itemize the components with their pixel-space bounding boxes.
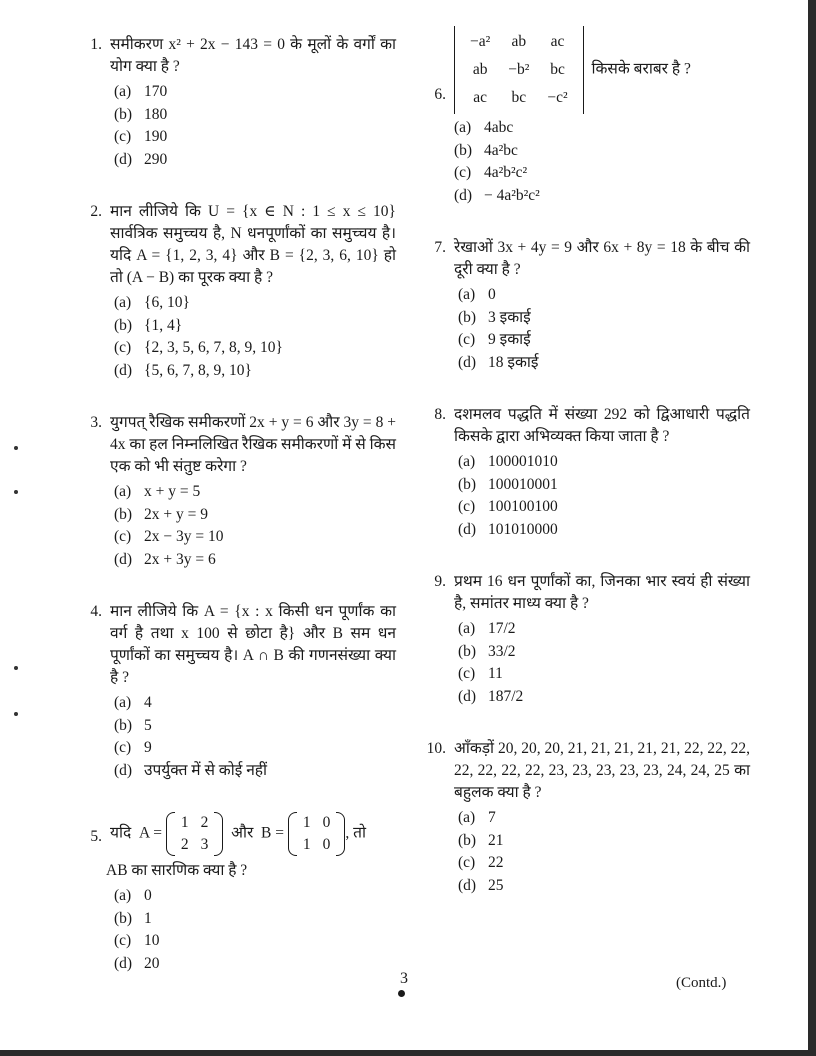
option-d[interactable]: (d) 20	[114, 954, 160, 972]
options	[454, 807, 750, 897]
question-number: 10.	[426, 740, 446, 757]
question-number: 6.	[434, 86, 446, 103]
options	[110, 885, 396, 975]
question-7	[420, 237, 750, 374]
scan-mark	[14, 666, 18, 670]
option-a[interactable]: (a) 4	[114, 694, 152, 711]
scan-mark	[14, 712, 18, 716]
question-text: मान लीजिये कि A = {x : x किसी धन पूर्णांक का वर्ग है तथा x 100 से छोटा है} और B सम धन पूर्णांकों का समुच्चय है। A ∩ B की गणनसंख्या क्या है ?	[110, 603, 396, 686]
continued-label: (Contd.)	[676, 975, 727, 991]
option-b[interactable]: (b) 5	[114, 716, 152, 734]
option-b[interactable]: (b) 33/2	[458, 642, 516, 660]
question-text: आँकड़ों 20, 20, 20, 21, 21, 21, 21, 21, 22, 22, 22, 22, 22, 22, 22, 23, 23, 23, 23, 23, 24, 24, 25 का बहुलक क्या है ?	[454, 740, 750, 801]
question-4	[76, 601, 396, 782]
options	[454, 451, 750, 541]
question-3	[76, 412, 396, 571]
option-d[interactable]: (d) 18 इकाई	[458, 353, 539, 371]
option-b[interactable]: (b) {1, 4}	[114, 316, 183, 334]
option-b[interactable]: (b) 2x + y = 9	[114, 505, 208, 523]
option-d[interactable]: (d) उपर्युक्त में से कोई नहीं	[114, 761, 268, 779]
options	[110, 481, 396, 571]
option-d[interactable]: (d) 187/2	[458, 687, 524, 705]
question-6	[420, 26, 750, 207]
page-dot	[398, 990, 405, 997]
options	[454, 618, 750, 708]
option-b[interactable]: (b) 4a²bc	[454, 141, 518, 159]
question-text-line2: AB का सारणिक क्या है ?	[106, 862, 248, 879]
question-5	[76, 812, 396, 975]
option-d[interactable]: (d) − 4a²b²c²	[454, 186, 540, 204]
option-a[interactable]: (a) 0	[114, 887, 152, 904]
option-c[interactable]: (c) 100100100	[458, 498, 558, 515]
question-text: समीकरण x² + 2x − 143 = 0 के मूलों के वर्गों का योग क्या है ?	[110, 36, 396, 75]
question-9	[420, 571, 750, 708]
question-1	[76, 34, 396, 171]
option-d[interactable]: (d) 101010000	[458, 520, 558, 538]
option-b[interactable]: (b) 100010001	[458, 475, 558, 493]
scan-mark	[14, 446, 18, 450]
question-number: 2.	[90, 203, 102, 220]
question-text: रेखाओं 3x + 4y = 9 और 6x + 8y = 18 के बीच की दूरी क्या है ?	[454, 239, 750, 278]
option-d[interactable]: (d) {5, 6, 7, 8, 9, 10}	[114, 361, 252, 379]
question-number: 5.	[90, 828, 102, 845]
option-b[interactable]: (b) 21	[458, 831, 504, 849]
option-a[interactable]: (a) x + y = 5	[114, 483, 201, 500]
question-number: 1.	[90, 36, 102, 53]
option-a[interactable]: (a) 17/2	[458, 620, 516, 637]
option-a[interactable]: (a) 0	[458, 286, 496, 303]
option-c[interactable]: (c) 22	[458, 854, 504, 871]
page-number: 3	[400, 970, 408, 987]
option-a[interactable]: (a) {6, 10}	[114, 294, 190, 311]
right-paren	[336, 812, 345, 856]
option-b[interactable]: (b) 180	[114, 105, 168, 123]
option-c[interactable]: (c) 2x − 3y = 10	[114, 528, 224, 545]
question-10	[420, 738, 750, 897]
question-text: प्रथम 16 धन पूर्णांकों का, जिनका भार स्वयं ही संख्या है, समांतर माध्य क्या है ?	[454, 573, 750, 612]
option-a[interactable]: (a) 4abc	[454, 119, 514, 136]
option-c[interactable]: (c) 9 इकाई	[458, 331, 531, 348]
option-c[interactable]: (c) 4a²b²c²	[454, 164, 528, 181]
options	[454, 284, 750, 374]
left-paren	[288, 812, 297, 856]
option-b[interactable]: (b) 1	[114, 909, 152, 927]
determinant: −a² ab ac ab −b² bc ac bc −c²	[454, 26, 584, 114]
option-a[interactable]: (a) 100001010	[458, 453, 558, 470]
matrix-b: 1 0 1 0	[288, 812, 346, 856]
options	[110, 81, 396, 171]
question-text: यदि A = 1 2 2 3 और B = 1 0 1 0 , तो	[110, 812, 396, 856]
left-paren	[166, 812, 175, 856]
question-text: मान लीजिये कि U = {x ∈ N : 1 ≤ x ≤ 10} सार्वत्रिक समुच्चय है, N धनपूर्णांकों का समुच्चय है। यदि A = {1, 2, 3, 4} और B = {2, 3, 6, 10} हो तो (A − B) का पूरक क्या है ?	[110, 203, 396, 286]
question-number: 3.	[90, 414, 102, 431]
option-c[interactable]: (c) 9	[114, 739, 152, 756]
option-d[interactable]: (d) 2x + 3y = 6	[114, 550, 216, 568]
left-column	[76, 34, 396, 975]
question-text: युगपत् रैखिक समीकरणों 2x + y = 6 और 3y = 8 + 4x का हल निम्नलिखित रैखिक समीकरणों में से किस एक को भी संतुष्ट करेगा ?	[110, 414, 396, 475]
question-number: 4.	[90, 603, 102, 620]
option-c[interactable]: (c) {2, 3, 5, 6, 7, 8, 9, 10}	[114, 339, 283, 356]
option-c[interactable]: (c) 190	[114, 128, 168, 145]
question-2	[76, 201, 396, 382]
right-column	[420, 26, 750, 897]
option-c[interactable]: (c) 10	[114, 932, 160, 949]
option-c[interactable]: (c) 11	[458, 665, 503, 682]
question-8	[420, 404, 750, 541]
scan-mark	[14, 490, 18, 494]
option-a[interactable]: (a) 7	[458, 809, 496, 826]
question-number: 8.	[434, 406, 446, 423]
question-number: 7.	[434, 239, 446, 256]
option-a[interactable]: (a) 170	[114, 83, 168, 100]
options	[450, 117, 750, 207]
question-text: दशमलव पद्धति में संख्या 292 को द्विआधारी पद्धति किसके द्वारा अभिव्यक्त किया जाता है ?	[454, 406, 750, 445]
options	[110, 692, 396, 782]
question-number: 9.	[434, 573, 446, 590]
matrix-a: 1 2 2 3	[166, 812, 224, 856]
option-b[interactable]: (b) 3 इकाई	[458, 308, 531, 326]
option-d[interactable]: (d) 290	[114, 150, 168, 168]
scan-right-border	[808, 0, 816, 1056]
options	[110, 292, 396, 382]
scan-bottom-border	[0, 1050, 816, 1056]
question-text: −a² ab ac ab −b² bc ac bc −c² किसके बराबर है ?	[454, 26, 750, 114]
right-paren	[214, 812, 223, 856]
option-d[interactable]: (d) 25	[458, 876, 504, 894]
